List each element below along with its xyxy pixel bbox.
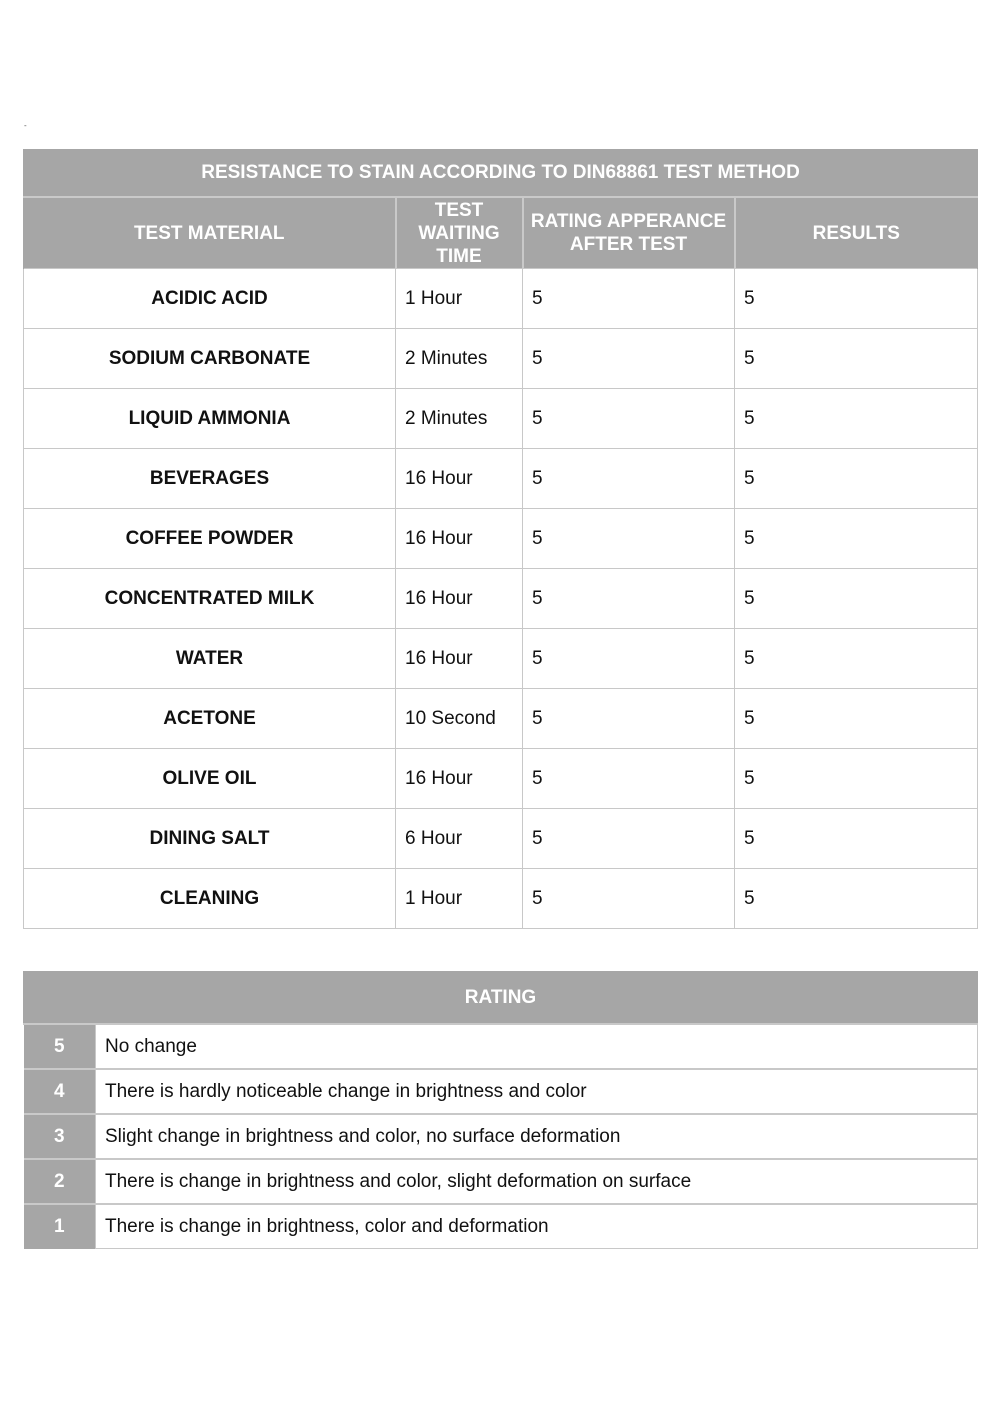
header-results: RESULTS [735, 197, 978, 269]
result-cell: 5 [735, 809, 978, 869]
result-cell: 5 [735, 689, 978, 749]
waiting-time-cell: 16 Hour [396, 509, 523, 569]
waiting-time-cell: 2 Minutes [396, 329, 523, 389]
rating-row [24, 1024, 978, 1069]
rating-row [24, 1159, 978, 1204]
rating-level: 3 [24, 1114, 96, 1159]
waiting-time-cell: 6 Hour [396, 809, 523, 869]
page-mark: - [24, 121, 27, 130]
rating-cell: 5 [523, 749, 735, 809]
result-cell: 5 [735, 569, 978, 629]
rating-cell: 5 [523, 869, 735, 929]
material-cell: COFFEE POWDER [24, 509, 396, 569]
waiting-time-cell: 16 Hour [396, 449, 523, 509]
table-row [24, 689, 978, 749]
result-cell: 5 [735, 509, 978, 569]
rating-cell: 5 [523, 629, 735, 689]
material-cell: CLEANING [24, 869, 396, 929]
table-row [24, 389, 978, 449]
material-cell: OLIVE OIL [24, 749, 396, 809]
table-row [24, 329, 978, 389]
rating-row [24, 1069, 978, 1114]
rating-cell: 5 [523, 689, 735, 749]
table-row [24, 269, 978, 329]
material-cell: ACIDIC ACID [24, 269, 396, 329]
material-cell: DINING SALT [24, 809, 396, 869]
rating-description: There is hardly noticeable change in brightness and color [96, 1069, 978, 1114]
result-cell: 5 [735, 749, 978, 809]
result-cell: 5 [735, 629, 978, 689]
rating-description: No change [96, 1024, 978, 1069]
table-row [24, 569, 978, 629]
rating-cell: 5 [523, 569, 735, 629]
material-cell: ACETONE [24, 689, 396, 749]
header-test-material: TEST MATERIAL [24, 197, 396, 269]
material-cell: LIQUID AMMONIA [24, 389, 396, 449]
rating-level: 1 [24, 1204, 96, 1249]
result-cell: 5 [735, 449, 978, 509]
stain-resistance-table [23, 149, 978, 929]
material-cell: WATER [24, 629, 396, 689]
rating-description: Slight change in brightness and color, no surface deformation [96, 1114, 978, 1159]
result-cell: 5 [735, 329, 978, 389]
waiting-time-cell: 16 Hour [396, 749, 523, 809]
rating-level: 5 [24, 1024, 96, 1069]
waiting-time-cell: 16 Hour [396, 629, 523, 689]
waiting-time-cell: 1 Hour [396, 269, 523, 329]
result-cell: 5 [735, 269, 978, 329]
stain-table-title: RESISTANCE TO STAIN ACCORDING TO DIN68861 TEST METHOD [24, 149, 978, 197]
rating-cell: 5 [523, 329, 735, 389]
header-rating-appearance: RATING APPERANCE AFTER TEST [523, 197, 735, 269]
waiting-time-cell: 1 Hour [396, 869, 523, 929]
material-cell: SODIUM CARBONATE [24, 329, 396, 389]
table-row [24, 869, 978, 929]
rating-cell: 5 [523, 509, 735, 569]
waiting-time-cell: 10 Second [396, 689, 523, 749]
result-cell: 5 [735, 869, 978, 929]
rating-legend-table [23, 971, 978, 1249]
header-waiting-time: TEST WAITING TIME [396, 197, 523, 269]
material-cell: CONCENTRATED MILK [24, 569, 396, 629]
result-cell: 5 [735, 389, 978, 449]
rating-cell: 5 [523, 389, 735, 449]
rating-description: There is change in brightness and color, slight deformation on surface [96, 1159, 978, 1204]
table-row [24, 809, 978, 869]
rating-table-body [24, 1024, 978, 1249]
waiting-time-cell: 2 Minutes [396, 389, 523, 449]
material-cell: BEVERAGES [24, 449, 396, 509]
rating-level: 2 [24, 1159, 96, 1204]
table-row [24, 509, 978, 569]
stain-table-body [24, 269, 978, 929]
rating-description: There is change in brightness, color and deformation [96, 1204, 978, 1249]
rating-row [24, 1114, 978, 1159]
rating-level: 4 [24, 1069, 96, 1114]
rating-cell: 5 [523, 269, 735, 329]
table-row [24, 629, 978, 689]
rating-cell: 5 [523, 809, 735, 869]
rating-table-title: RATING [24, 972, 978, 1025]
waiting-time-cell: 16 Hour [396, 569, 523, 629]
table-row [24, 749, 978, 809]
rating-cell: 5 [523, 449, 735, 509]
rating-row [24, 1204, 978, 1249]
table-row [24, 449, 978, 509]
